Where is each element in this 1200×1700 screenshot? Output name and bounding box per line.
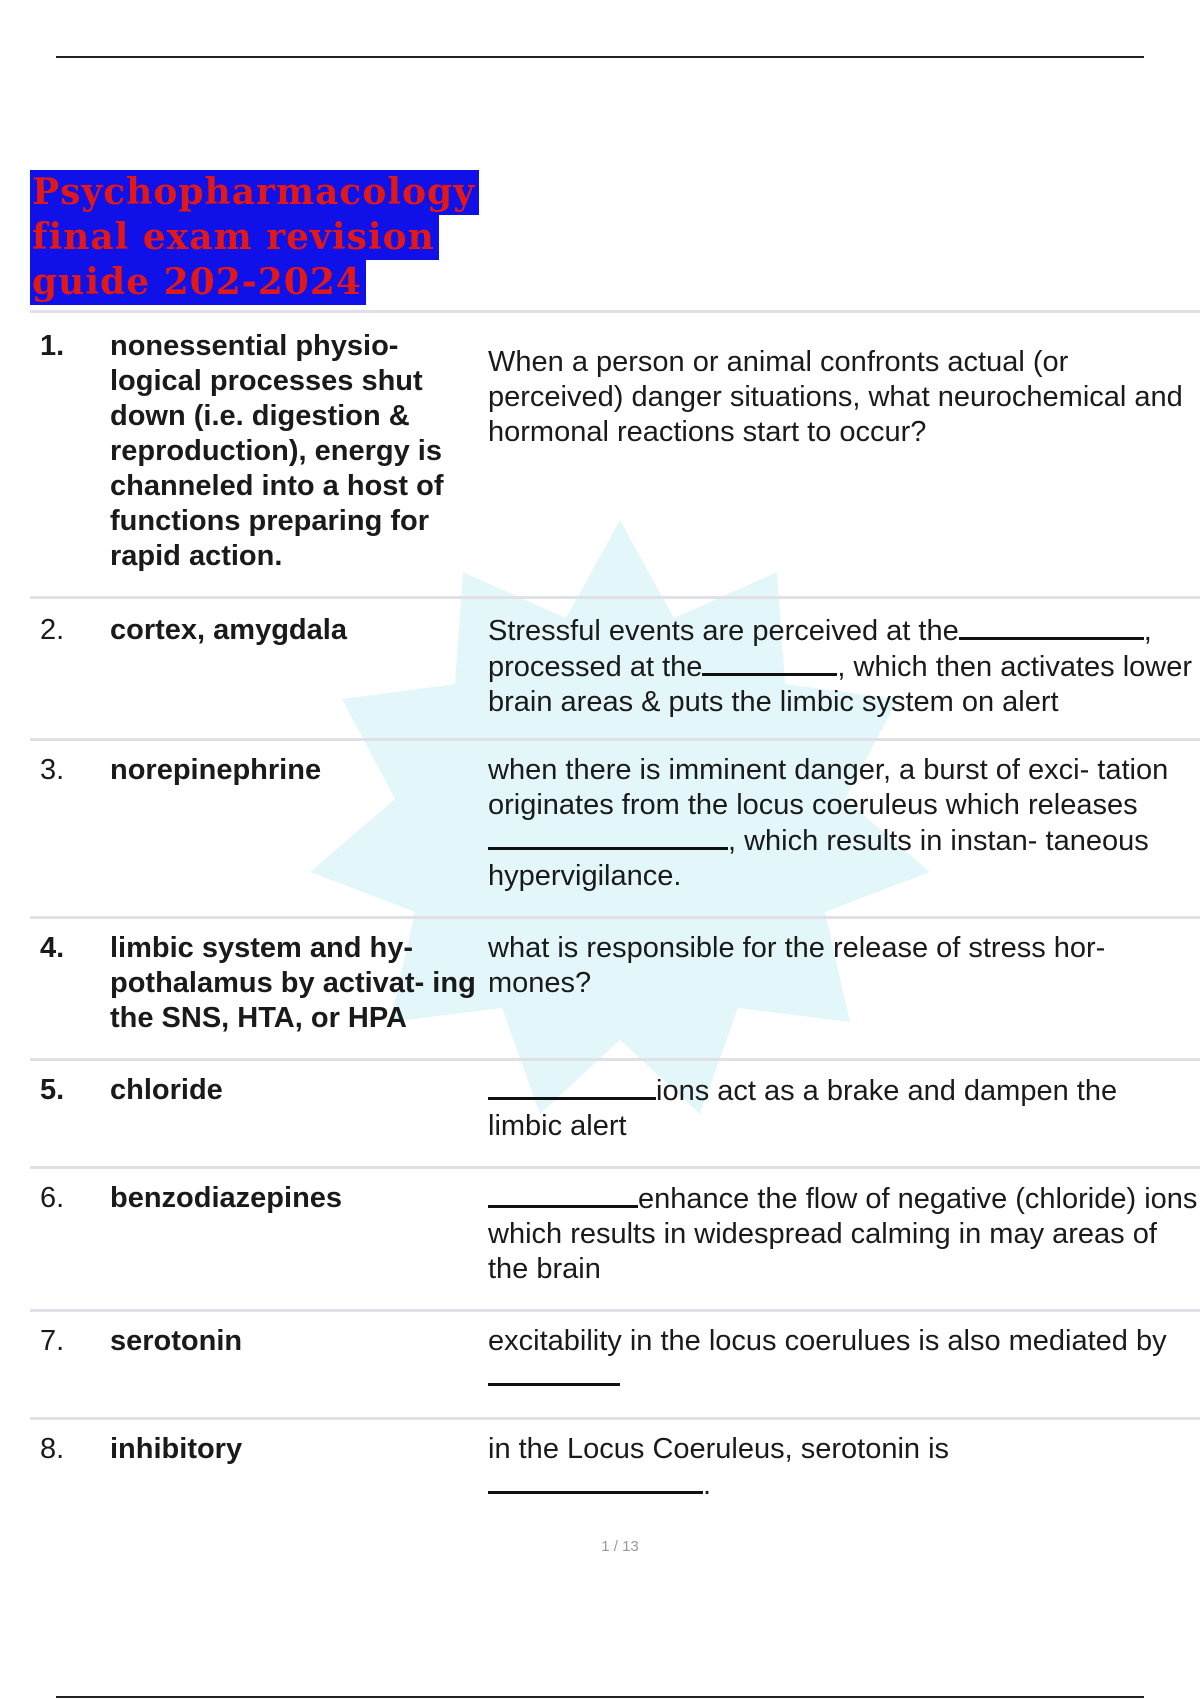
card-number: 3. [40, 754, 65, 786]
flashcard-5 [30, 1058, 1200, 1166]
flashcard-list [30, 310, 1200, 1525]
flashcard-2 [30, 596, 1200, 738]
card-number: 2. [40, 614, 65, 646]
card-number: 5. [40, 1074, 65, 1106]
flashcard-8 [30, 1417, 1200, 1525]
card-definition [478, 1324, 1198, 1395]
flashcard-6 [30, 1166, 1200, 1309]
card-number: 6. [40, 1182, 65, 1214]
flashcard-1 [30, 310, 1200, 596]
card-definition [478, 1432, 1198, 1503]
answer-blank [488, 1181, 638, 1208]
card-number: 4. [40, 932, 65, 964]
card-number: 7. [40, 1325, 65, 1357]
card-term: serotonin [110, 1325, 243, 1357]
flashcard-3 [30, 738, 1200, 916]
card-term: chloride [110, 1074, 223, 1106]
answer-blank [488, 1467, 703, 1494]
answer-blank [488, 1359, 620, 1386]
definition-text: , which then activates lower brain areas & puts the limbic system on alert [488, 651, 1193, 718]
card-definition [478, 1181, 1198, 1287]
title-line-1: Psychopharmacology [30, 170, 479, 215]
card-term: benzodiazepines [110, 1182, 343, 1214]
flashcard-7 [30, 1309, 1200, 1417]
bottom-rule [56, 1696, 1144, 1698]
card-term: cortex, amygdala [110, 614, 347, 646]
definition-text: , processed at the [488, 615, 1152, 683]
card-definition: what is responsible for the release of stress hor- mones? [488, 932, 1106, 999]
flashcard-4 [30, 916, 1200, 1058]
answer-blank [959, 613, 1144, 640]
definition-text: in the Locus Coeruleus, serotonin is [488, 1433, 950, 1465]
card-definition [478, 613, 1198, 720]
top-rule [56, 56, 1144, 58]
card-definition [478, 1073, 1198, 1144]
title-line-2: final exam revision [30, 215, 439, 260]
title-line-3: guide 202-2024 [30, 260, 366, 305]
definition-text: when there is imminent danger, a burst of exci- tation originates from the locus coeruleus which releases [488, 754, 1169, 821]
card-term: norepinephrine [110, 754, 322, 786]
answer-blank [488, 1073, 656, 1100]
card-number: 8. [40, 1433, 65, 1465]
definition-text: ions act as a brake and dampen the limbic alert [488, 1075, 1118, 1142]
definition-text: enhance the flow of negative (chloride) ions which results in widespread calming in may areas of the brain [488, 1183, 1198, 1285]
definition-text: Stressful events are perceived at the [488, 615, 959, 647]
document-title [30, 170, 479, 305]
card-definition [478, 753, 1198, 894]
card-term: nonessential physio- logical processes shut down (i.e. digestion & reproduction), energy is channeled into a host of functions preparing for rapid action. [110, 330, 444, 572]
card-term: limbic system and hy- pothalamus by activat- ing the SNS, HTA, or HPA [110, 932, 476, 1034]
definition-text: , which results in instan- taneous hypervigilance. [488, 825, 1149, 892]
page-number: 1 / 13 [601, 1538, 639, 1555]
card-number: 1. [40, 330, 65, 362]
card-definition: When a person or animal confronts actual (or perceived) danger situations, what neurochemical and hormonal reactions start to occur? [488, 346, 1183, 448]
definition-text: . [703, 1469, 712, 1501]
answer-blank [702, 649, 837, 676]
definition-text: excitability in the locus coerulues is also mediated by [488, 1325, 1167, 1357]
answer-blank [488, 823, 728, 850]
card-term: inhibitory [110, 1433, 243, 1465]
